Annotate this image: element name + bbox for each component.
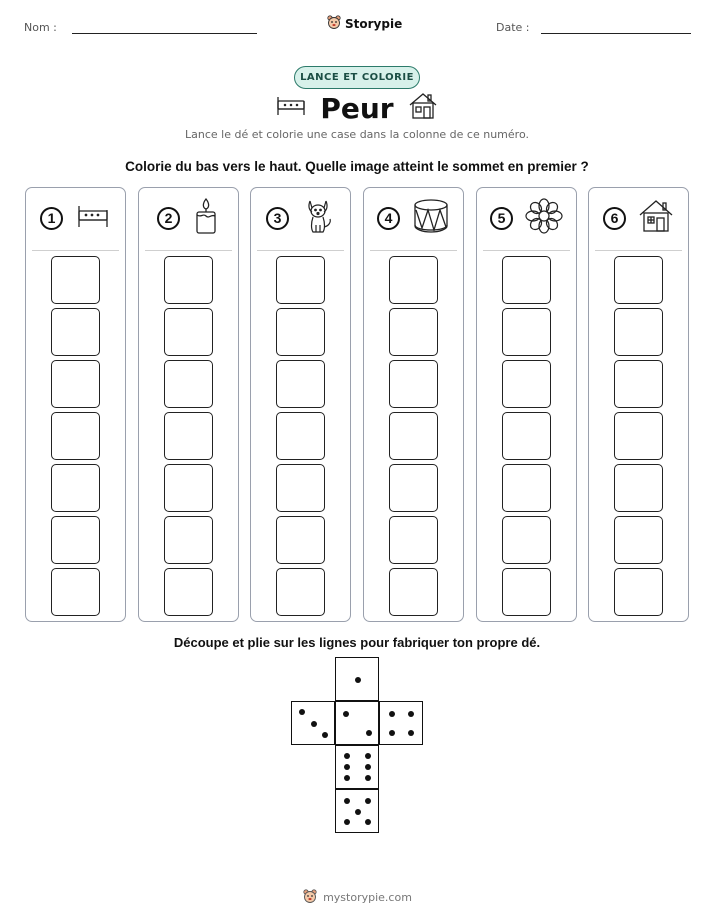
die-pip	[311, 721, 317, 727]
activity-badge: LANCE ET COLORIE	[294, 66, 420, 89]
color-cell[interactable]	[502, 568, 551, 616]
column-header	[139, 188, 238, 248]
title-row	[0, 92, 714, 125]
die-pip	[389, 711, 395, 717]
cell-stack	[276, 256, 325, 620]
color-cell[interactable]	[276, 256, 325, 304]
color-cell[interactable]	[51, 308, 100, 356]
color-cell[interactable]	[502, 516, 551, 564]
color-cell[interactable]	[164, 568, 213, 616]
color-cell[interactable]	[502, 464, 551, 512]
coloring-instruction: Colorie du bas vers le haut. Quelle image atteint le sommet en premier ?	[125, 159, 589, 174]
color-cell[interactable]	[614, 412, 663, 460]
color-cell[interactable]	[389, 412, 438, 460]
cell-stack	[389, 256, 438, 620]
die-pip	[365, 764, 371, 770]
storypie-mascot-icon	[302, 888, 318, 907]
die-instruction: Découpe et plie sur les lignes pour fabriquer ton propre dé.	[173, 635, 541, 650]
color-cell[interactable]	[276, 568, 325, 616]
color-cell[interactable]	[389, 516, 438, 564]
die-pip	[365, 753, 371, 759]
color-cell[interactable]	[51, 412, 100, 460]
flower-icon	[525, 198, 563, 239]
die-pip	[343, 711, 349, 717]
color-cell[interactable]	[389, 308, 438, 356]
die-pip	[408, 730, 414, 736]
page-title: Peur	[320, 92, 394, 125]
die-pip	[322, 732, 328, 738]
color-cell[interactable]	[502, 360, 551, 408]
color-cell[interactable]	[614, 256, 663, 304]
column-3	[250, 187, 351, 622]
column-header	[26, 188, 125, 248]
column-number: 1	[40, 207, 63, 230]
bed-icon	[276, 95, 306, 122]
dog-icon	[301, 197, 335, 240]
die-pip	[365, 819, 371, 825]
die-pip	[408, 711, 414, 717]
color-cell[interactable]	[164, 308, 213, 356]
die-pip	[366, 730, 372, 736]
color-cell[interactable]	[164, 464, 213, 512]
die-face-4	[379, 701, 423, 745]
brand-name: Storypie	[345, 16, 403, 31]
column-number: 2	[157, 207, 180, 230]
column-header	[251, 188, 350, 248]
color-cell[interactable]	[502, 256, 551, 304]
color-cell[interactable]	[502, 308, 551, 356]
die-pip	[344, 819, 350, 825]
color-cell[interactable]	[276, 464, 325, 512]
color-cell[interactable]	[614, 308, 663, 356]
die-pip	[355, 809, 361, 815]
name-line	[72, 33, 257, 34]
column-number: 5	[490, 207, 513, 230]
die-face-1	[335, 657, 379, 701]
color-cell[interactable]	[276, 412, 325, 460]
name-label: Nom :	[24, 21, 57, 34]
color-cell[interactable]	[276, 516, 325, 564]
candle-icon	[192, 197, 220, 240]
column-header	[477, 188, 576, 248]
die-pip	[365, 798, 371, 804]
subtitle: Lance le dé et colorie une case dans la colonne de ce numéro.	[185, 128, 529, 141]
column-6	[588, 187, 689, 622]
die-pip	[344, 764, 350, 770]
die-face-2	[335, 701, 379, 745]
color-cell[interactable]	[614, 516, 663, 564]
column-number: 3	[266, 207, 289, 230]
date-line	[541, 33, 691, 34]
color-cell[interactable]	[51, 516, 100, 564]
cell-stack	[614, 256, 663, 620]
brand-logo	[326, 14, 402, 33]
color-cell[interactable]	[614, 360, 663, 408]
color-cell[interactable]	[389, 568, 438, 616]
color-cell[interactable]	[614, 464, 663, 512]
cell-stack	[164, 256, 213, 620]
footer	[0, 888, 714, 907]
die-pip	[344, 798, 350, 804]
column-2	[138, 187, 239, 622]
color-cell[interactable]	[389, 360, 438, 408]
column-number: 6	[603, 207, 626, 230]
die-face-3	[291, 701, 335, 745]
cell-stack	[51, 256, 100, 620]
color-cell[interactable]	[51, 464, 100, 512]
color-cell[interactable]	[389, 464, 438, 512]
footer-url[interactable]: mystorypie.com	[323, 891, 412, 904]
color-cell[interactable]	[51, 256, 100, 304]
color-cell[interactable]	[502, 412, 551, 460]
color-cell[interactable]	[276, 360, 325, 408]
column-number: 4	[377, 207, 400, 230]
die-pip	[389, 730, 395, 736]
die-pip	[365, 775, 371, 781]
column-header	[364, 188, 463, 248]
color-cell[interactable]	[276, 308, 325, 356]
color-cell[interactable]	[164, 412, 213, 460]
die-pip	[344, 775, 350, 781]
die-face-6	[335, 745, 379, 789]
color-cell[interactable]	[51, 360, 100, 408]
color-cell[interactable]	[164, 516, 213, 564]
die-face-5	[335, 789, 379, 833]
date-label: Date :	[496, 21, 530, 34]
color-cell[interactable]	[389, 256, 438, 304]
cell-stack	[502, 256, 551, 620]
die-pip	[355, 677, 361, 683]
die-pip	[344, 753, 350, 759]
color-cell[interactable]	[164, 256, 213, 304]
storypie-mascot-icon	[326, 14, 342, 33]
column-4	[363, 187, 464, 622]
column-5	[476, 187, 577, 622]
house-icon	[638, 199, 674, 238]
bed-icon	[75, 202, 111, 235]
color-cell[interactable]	[51, 568, 100, 616]
column-1	[25, 187, 126, 622]
drum-icon	[412, 198, 450, 239]
column-header	[589, 188, 688, 248]
color-cell[interactable]	[164, 360, 213, 408]
color-cell[interactable]	[614, 568, 663, 616]
house-icon	[408, 92, 438, 125]
die-pip	[299, 709, 305, 715]
